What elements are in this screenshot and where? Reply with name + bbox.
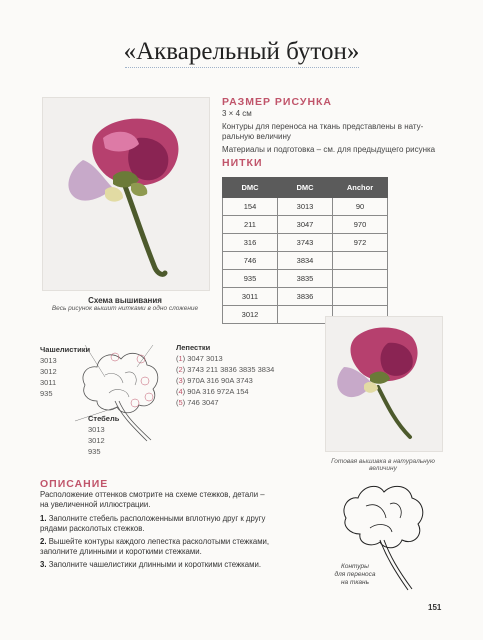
table-cell: 316 (223, 234, 278, 252)
size-heading: РАЗМЕР РИСУНКА (222, 96, 333, 108)
table-row (223, 198, 388, 216)
table-header: DMC (278, 178, 333, 198)
size-line-2: ральную величину (222, 132, 291, 141)
finished-photo (325, 316, 443, 452)
contour-caption-line: Контуры (341, 563, 369, 570)
petal-item: (4) 90A 316 972A 154 (176, 387, 249, 396)
petal-item: (2) 3743 211 3836 3835 3834 (176, 365, 275, 374)
table-cell (333, 252, 388, 270)
step-number: 1. (40, 514, 47, 523)
step-2-line-1 (40, 537, 290, 547)
table-cell: 972 (333, 234, 388, 252)
petals-label: Лепестки (176, 343, 211, 352)
contour-caption (325, 563, 385, 587)
threads-heading: НИТКИ (222, 157, 263, 169)
table-cell: 3836 (278, 288, 333, 306)
petal-number: 5 (178, 398, 183, 407)
table-cell: 154 (223, 198, 278, 216)
size-line-1: Контуры для переноса на ткань представлены в нату- (222, 122, 424, 131)
petal-number: 3 (178, 376, 183, 385)
petal-colors: 90A 316 972A 154 (187, 387, 249, 396)
sepal-color: 3011 (40, 378, 57, 387)
step-2-line-2: заполните длинными и короткими стежками. (40, 547, 202, 556)
sepal-color: 3013 (40, 356, 57, 365)
table-row (223, 234, 388, 252)
petal-item: (1) 3047 3013 (176, 354, 223, 363)
figure-note: Весь рисунок вышит нитками в одно сложение (51, 305, 199, 312)
title-divider (125, 67, 359, 68)
description-heading: ОПИСАНИЕ (40, 478, 109, 490)
embroidery-photo (42, 97, 210, 291)
description-intro-2: на увеличенной иллюстрации. (40, 500, 151, 509)
stem-color-list (88, 424, 105, 457)
table-row (223, 216, 388, 234)
stem-color: 3013 (88, 425, 105, 434)
step-text: Заполните чашелистики длинными и короткими стежками. (48, 560, 261, 569)
contour-caption-line: для переноса (334, 571, 376, 578)
table-cell: 3835 (278, 270, 333, 288)
table-row (223, 288, 388, 306)
step-number: 2. (40, 537, 47, 546)
table-cell: 211 (223, 216, 278, 234)
finished-flower-illustration (326, 317, 442, 451)
step-1-line-2: рядами расколотых стежков. (40, 524, 145, 533)
table-cell: 90 (333, 198, 388, 216)
table-cell: 970 (333, 216, 388, 234)
figure-caption: Схема вышивания (88, 296, 162, 305)
stem-color: 935 (88, 447, 101, 456)
table-header: DMC (223, 178, 278, 198)
stem-color: 3012 (88, 436, 105, 445)
table-cell: 3013 (278, 198, 333, 216)
page-title: «Акварельный бутон» (123, 38, 360, 65)
threads-table (222, 177, 388, 324)
petal-number: 4 (178, 387, 183, 396)
petal-colors: 3047 3013 (187, 354, 223, 363)
petal-item: (5) 746 3047 (176, 398, 219, 407)
table-header: Anchor (333, 178, 388, 198)
table-row (223, 252, 388, 270)
finished-caption: Готовая вышивка в натуральную величину (331, 458, 435, 472)
sepal-color: 3012 (40, 367, 57, 376)
petal-number: 2 (178, 365, 183, 374)
table-cell (333, 270, 388, 288)
table-cell: 3743 (278, 234, 333, 252)
table-cell (333, 288, 388, 306)
step-text: Вышейте контуры каждого лепестка расколотыми стежками, (48, 537, 270, 546)
petal-number: 1 (178, 354, 183, 363)
petals-list (176, 353, 274, 408)
size-value: 3 × 4 см (222, 109, 252, 118)
materials-line: Материалы и подготовка – см. для предыдущего рисунка (222, 145, 436, 154)
sepals-color-list (40, 355, 57, 399)
step-text: Заполните стебель расположенными вплотную друг к другу (48, 514, 266, 523)
description-intro-1: Расположение оттенков смотрите на схеме стежков, детали – (40, 490, 265, 499)
step-1-line-1 (40, 514, 290, 524)
page-number: 151 (428, 603, 442, 612)
petal-colors: 3743 211 3836 3835 3834 (187, 365, 275, 374)
flower-illustration (43, 98, 209, 290)
table-cell: 3834 (278, 252, 333, 270)
stem-label: Стебель (88, 414, 120, 423)
table-row (223, 270, 388, 288)
petal-colors: 746 3047 (187, 398, 219, 407)
petal-item: (3) 970A 316 90A 3743 (176, 376, 253, 385)
table-cell: 746 (223, 252, 278, 270)
table-cell: 3011 (223, 288, 278, 306)
step-number: 3. (40, 560, 47, 569)
petal-colors: 970A 316 90A 3743 (187, 376, 253, 385)
sepals-label: Чашелистики (40, 345, 91, 354)
sepal-color: 935 (40, 389, 53, 398)
step-3-line-1 (40, 560, 290, 570)
table-cell: 3012 (223, 306, 278, 324)
table-cell: 935 (223, 270, 278, 288)
contour-caption-line: на ткань (340, 579, 370, 586)
table-cell: 3047 (278, 216, 333, 234)
